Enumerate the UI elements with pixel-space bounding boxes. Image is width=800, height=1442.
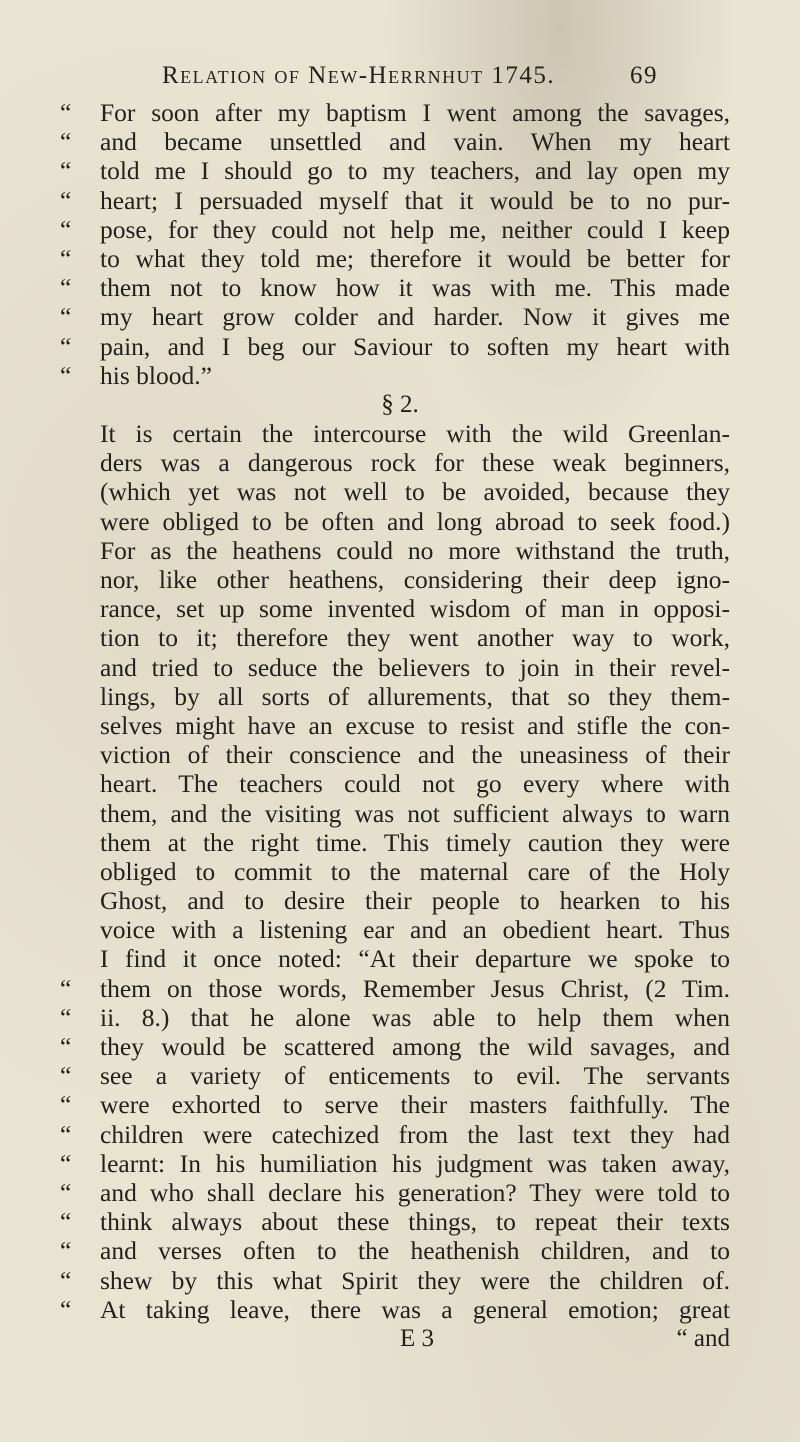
text-line: [60, 1177, 730, 1207]
line-text: were obliged to be often and long abroad to seek food.): [100, 506, 730, 536]
text-line: [60, 1265, 730, 1295]
line-text: and who shall declare his generation? They were told to: [100, 1177, 730, 1207]
text-line: [60, 185, 730, 215]
line-text: told me I should go to my teachers, and lay open my: [100, 156, 730, 186]
text-line: [60, 156, 730, 186]
line-text: to what they told me; therefore it would be better for: [100, 243, 730, 273]
quotation-mark: “: [60, 973, 72, 1003]
line-text: At taking leave, there was a general emotion; great: [100, 1294, 730, 1324]
line-text: them, and the visiting was not sufficient always to warn: [100, 798, 730, 828]
line-text: obliged to commit to the maternal care of the Holy: [100, 856, 730, 886]
text-line: [60, 1207, 730, 1237]
line-text: lings, by all sorts of allurements, that so they them-: [100, 681, 730, 711]
quotation-mark: “: [60, 1061, 72, 1091]
quotation-mark: “: [60, 1002, 72, 1032]
text-line: [100, 915, 730, 944]
text-line: [100, 477, 730, 506]
text-line: [60, 331, 730, 361]
text-line: [100, 944, 730, 973]
line-text: nor, like other heathens, considering their deep igno-: [100, 565, 730, 594]
line-text: heart; I persuaded myself that it would be to no pur-: [100, 185, 730, 215]
text-line: [60, 1119, 730, 1149]
text-block: [60, 98, 730, 1353]
text-line: [60, 1148, 730, 1178]
text-line: [100, 623, 730, 652]
line-text: pose, for they could not help me, neither could I keep: [100, 214, 730, 244]
line-text: them not to know how it was with me. This made: [100, 273, 730, 303]
text-line: [100, 682, 730, 711]
text-line: [100, 711, 730, 740]
line-text: see a variety of enticements to evil. The servants: [100, 1061, 730, 1091]
text-line: [100, 448, 730, 477]
quotation-mark: “: [60, 1119, 72, 1149]
line-text: viction of their conscience and the uneasiness of their: [100, 740, 730, 770]
section-heading: § 2.: [381, 390, 419, 418]
line-text: shew by this what Spirit they were the children of.: [100, 1265, 730, 1295]
line-text: (which yet was not well to be avoided, because they: [100, 477, 730, 507]
signature-mark: E 3: [400, 1324, 435, 1352]
quotation-mark: “: [60, 243, 72, 273]
line-text: heart. The teachers could not go every where with: [100, 769, 730, 799]
line-text: pain, and I beg our Saviour to soften my heart with: [100, 331, 730, 361]
line-text: learnt: In his humiliation his judgment was taken away,: [100, 1148, 730, 1178]
line-text: think always about these things, to repeat their texts: [100, 1207, 730, 1237]
line-text: selves might have an excuse to resist and stifle the con-: [100, 710, 730, 740]
quotation-mark: “: [60, 1148, 72, 1178]
text-line: [60, 1294, 730, 1324]
line-text: and tried to seduce the believers to join in their revel-: [100, 652, 730, 682]
quotation-mark: “: [60, 360, 72, 390]
text-line: [100, 594, 730, 623]
line-text: and verses often to the heathenish children, and to: [100, 1236, 730, 1266]
text-line: [60, 360, 730, 390]
line-text: his blood.”: [100, 360, 212, 390]
paragraph-1: [60, 98, 730, 390]
text-line: [100, 799, 730, 828]
text-line: [60, 98, 730, 127]
text-line: [60, 973, 730, 1003]
line-text: them on those words, Remember Jesus Christ, (2 Tim.: [100, 973, 730, 1003]
text-line: [100, 769, 730, 798]
text-line: [100, 886, 730, 915]
text-line: [60, 243, 730, 273]
text-line: [60, 1090, 730, 1120]
quotation-mark: “: [60, 127, 72, 157]
quotation-mark: “: [60, 1032, 72, 1061]
running-head: [100, 56, 730, 96]
text-line: [100, 740, 730, 769]
line-text: I find it once noted: “At their departure we spoke to: [100, 944, 730, 974]
page-number: 69: [630, 62, 658, 89]
line-text: they would be scattered among the wild savages, and: [100, 1032, 730, 1061]
text-line: [100, 507, 730, 536]
line-text: It is certain the intercourse with the wild Greenlan-: [100, 419, 730, 449]
quotation-mark: “: [60, 1294, 72, 1324]
line-text: tion to it; therefore they went another way to work,: [100, 623, 730, 653]
quotation-mark: “: [60, 156, 72, 186]
line-text: For soon after my baptism I went among the savages,: [100, 98, 730, 127]
quotation-mark: “: [60, 1207, 72, 1237]
text-line: [60, 273, 730, 303]
text-line: [100, 857, 730, 886]
quotation-mark: “: [60, 1236, 72, 1266]
line-text: Ghost, and to desire their people to hearken to his: [100, 886, 730, 916]
quotation-mark: “: [60, 331, 72, 361]
text-line: [60, 1236, 730, 1266]
line-text: rance, set up some invented wisdom of man in opposi-: [100, 594, 730, 624]
text-line: [60, 1002, 730, 1032]
line-text: voice with a listening ear and an obedient heart. Thus: [100, 915, 730, 945]
text-line: [100, 653, 730, 682]
line-text: were exhorted to serve their masters faithfully. The: [100, 1090, 730, 1120]
line-text: my heart grow colder and harder. Now it gives me: [100, 302, 730, 332]
text-line: [100, 536, 730, 565]
paragraph-2: [60, 419, 730, 1324]
line-text: and became unsettled and vain. When my heart: [100, 127, 730, 157]
line-text: For as the heathens could no more withstand the truth,: [100, 535, 730, 565]
text-line: [100, 419, 730, 448]
quotation-mark: “: [60, 214, 72, 244]
text-line: [100, 565, 730, 594]
line-text: ders was a dangerous rock for these weak beginners,: [100, 448, 730, 478]
text-line: [100, 828, 730, 857]
running-title: Relation of New-Herrnhut 1745.: [162, 62, 556, 89]
quotation-mark: “: [60, 185, 72, 215]
quotation-mark: “: [60, 1177, 72, 1207]
text-line: [60, 214, 730, 244]
line-text: ii. 8.) that he alone was able to help them when: [100, 1002, 730, 1032]
quotation-mark: “: [60, 273, 72, 303]
quotation-mark: “: [60, 1265, 72, 1295]
text-line: [60, 1061, 730, 1091]
text-line: [60, 1032, 730, 1061]
quotation-mark: “: [60, 302, 72, 332]
text-line: [60, 302, 730, 332]
line-text: children were catechized from the last text they had: [100, 1119, 730, 1149]
footer-line: [100, 1324, 730, 1353]
text-line: [60, 127, 730, 157]
catchword: “ and: [676, 1324, 730, 1352]
quotation-mark: “: [60, 98, 72, 127]
line-text: them at the right time. This timely caution they were: [100, 827, 730, 857]
quotation-mark: “: [60, 1090, 72, 1120]
